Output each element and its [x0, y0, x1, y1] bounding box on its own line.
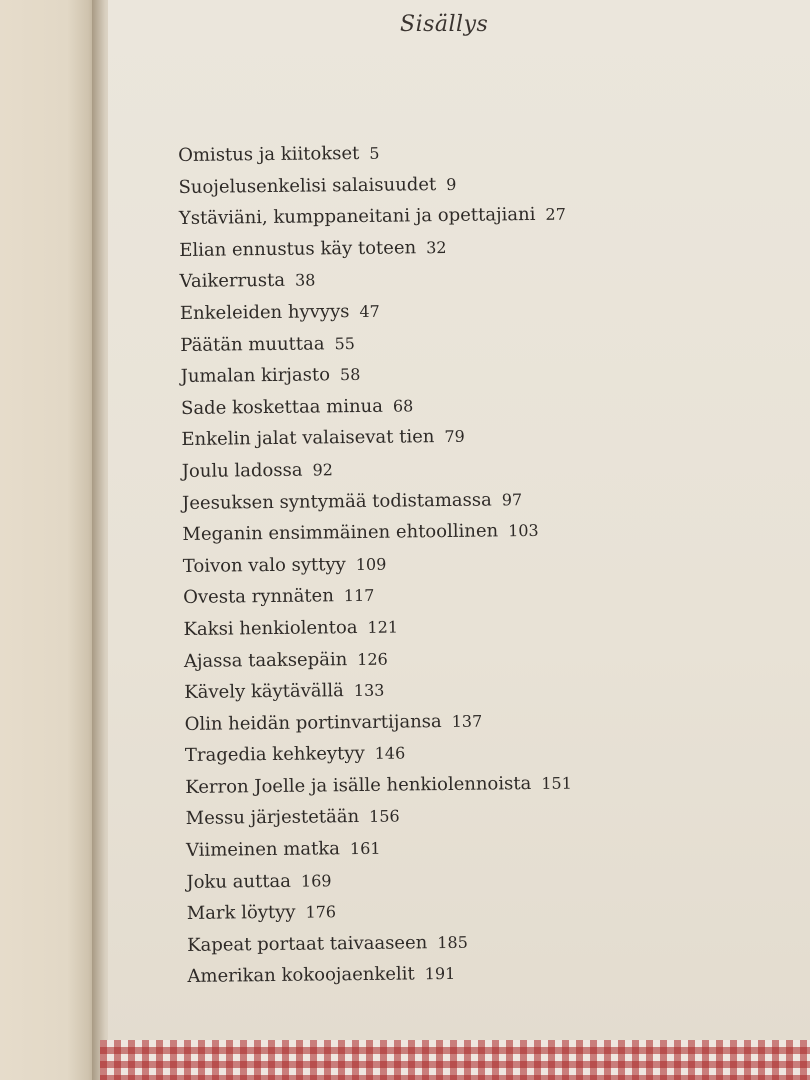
toc-entry: [185, 736, 572, 772]
toc-entry-page: 58: [339, 365, 361, 385]
page-title: Sisällys: [400, 12, 489, 37]
toc-entry-page: 151: [541, 773, 572, 793]
toc-entry-title: Meganin ensimmäinen ehtoollinen: [182, 520, 499, 546]
toc-entry-title: Sade koskettaa minua: [180, 395, 384, 419]
checkered-tablecloth: [100, 1040, 810, 1080]
toc-entry: [179, 230, 566, 266]
toc-entry-title: Jeesuksen syntymää todistamassa: [181, 488, 492, 514]
toc-entry: [187, 957, 574, 993]
toc-entry-page: 68: [392, 396, 414, 416]
toc-entry-page: 79: [444, 427, 465, 447]
toc-entry-page: 146: [374, 743, 406, 764]
toc-entry-title: Amerikan kokoojaenkelit: [187, 963, 415, 988]
facing-page: [0, 0, 96, 1080]
toc-entry-page: 133: [353, 680, 385, 701]
toc-entry-page: 97: [501, 489, 523, 509]
toc-entry: [183, 609, 570, 645]
toc-entry: [181, 357, 568, 393]
toc-entry: [179, 262, 566, 298]
toc-entry-page: 92: [312, 460, 333, 480]
toc-entry-title: Kerron Joelle ja isälle henkiolennoista: [185, 772, 532, 798]
toc-entry: [182, 452, 569, 488]
toc-entry-title: Toivon valo syttyy: [182, 553, 346, 577]
toc-entry: [180, 294, 567, 330]
toc-entry-title: Joulu ladossa: [181, 459, 303, 482]
toc-entry: [183, 546, 570, 582]
toc-entry-page: 109: [355, 554, 387, 574]
toc-entry-title: Enkelin jalat valaisevat tien: [181, 426, 435, 451]
table-of-contents: [178, 136, 575, 993]
toc-entry-title: Olin heidän portinvartijansa: [184, 710, 442, 735]
toc-entry-title: Vaikerrusta: [179, 270, 286, 293]
toc-entry: [182, 515, 569, 551]
toc-entry-page: 161: [349, 838, 381, 859]
toc-entry: [181, 388, 568, 424]
toc-entry-page: 169: [300, 870, 332, 891]
toc-entry-page: 126: [357, 649, 388, 669]
toc-entry-title: Ajassa taaksepäin: [183, 648, 348, 672]
toc-entry-page: 156: [369, 806, 400, 827]
toc-entry-title: Joku auttaa: [186, 870, 292, 893]
toc-entry-title: Tragedia kehkeytyy: [184, 743, 365, 767]
toc-entry-title: Kaksi henkiolentoa: [183, 616, 358, 640]
toc-entry-page: 117: [343, 586, 375, 606]
toc-entry-title: Päätän muuttaa: [180, 332, 325, 356]
toc-entry: [187, 894, 574, 930]
toc-entry-title: Enkeleiden hyvyys: [179, 301, 350, 324]
toc-entry-page: 38: [294, 270, 316, 291]
toc-entry-title: Omistus ja kiitokset: [178, 142, 360, 166]
toc-entry-page: 191: [424, 964, 456, 984]
toc-entry-page: 185: [437, 932, 468, 952]
toc-entry: [184, 673, 571, 709]
toc-entry: [179, 199, 566, 235]
toc-entry-page: 121: [367, 617, 399, 637]
toc-entry: [187, 925, 574, 961]
toc-entry-title: Suojelusenkelisi salaisuudet: [178, 173, 437, 198]
toc-entry-title: Messu järjestetään: [185, 806, 360, 830]
toc-entry-page: 137: [451, 711, 483, 731]
toc-entry-page: 9: [446, 174, 457, 194]
toc-entry-page: 27: [545, 204, 566, 225]
toc-entry-page: 47: [359, 301, 380, 321]
toc-entry-title: Ovesta rynnäten: [183, 585, 334, 609]
toc-entry: [178, 167, 565, 203]
toc-entry-page: 103: [508, 521, 539, 541]
toc-entry-title: Jumalan kirjasto: [180, 364, 331, 388]
toc-entry-title: Elian ennustus käy toteen: [179, 237, 417, 261]
toc-entry: [180, 325, 567, 361]
toc-entry-page: 176: [305, 902, 337, 922]
toc-entry-page: 32: [426, 237, 447, 257]
toc-entry: [185, 767, 572, 803]
toc-entry: [186, 862, 573, 898]
toc-entry: [181, 420, 568, 456]
toc-entry-title: Kävely käytävällä: [184, 680, 344, 704]
toc-entry-page: 55: [334, 333, 356, 353]
toc-entry: [182, 483, 569, 519]
toc-entry-title: Viimeinen matka: [185, 838, 341, 862]
toc-entry: [186, 831, 573, 867]
toc-entry: [183, 578, 570, 614]
toc-entry: [178, 136, 565, 172]
toc-entry-title: Kapeat portaat taivaaseen: [187, 932, 428, 956]
toc-entry: [186, 799, 573, 835]
toc-entry-title: Mark löytyy: [186, 901, 296, 925]
toc-entry: [184, 641, 571, 677]
toc-entry-title: Ystäviäni, kumppaneitani ja opettajiani: [178, 204, 536, 230]
toc-entry-page: 5: [369, 143, 380, 163]
toc-entry: [184, 704, 571, 740]
